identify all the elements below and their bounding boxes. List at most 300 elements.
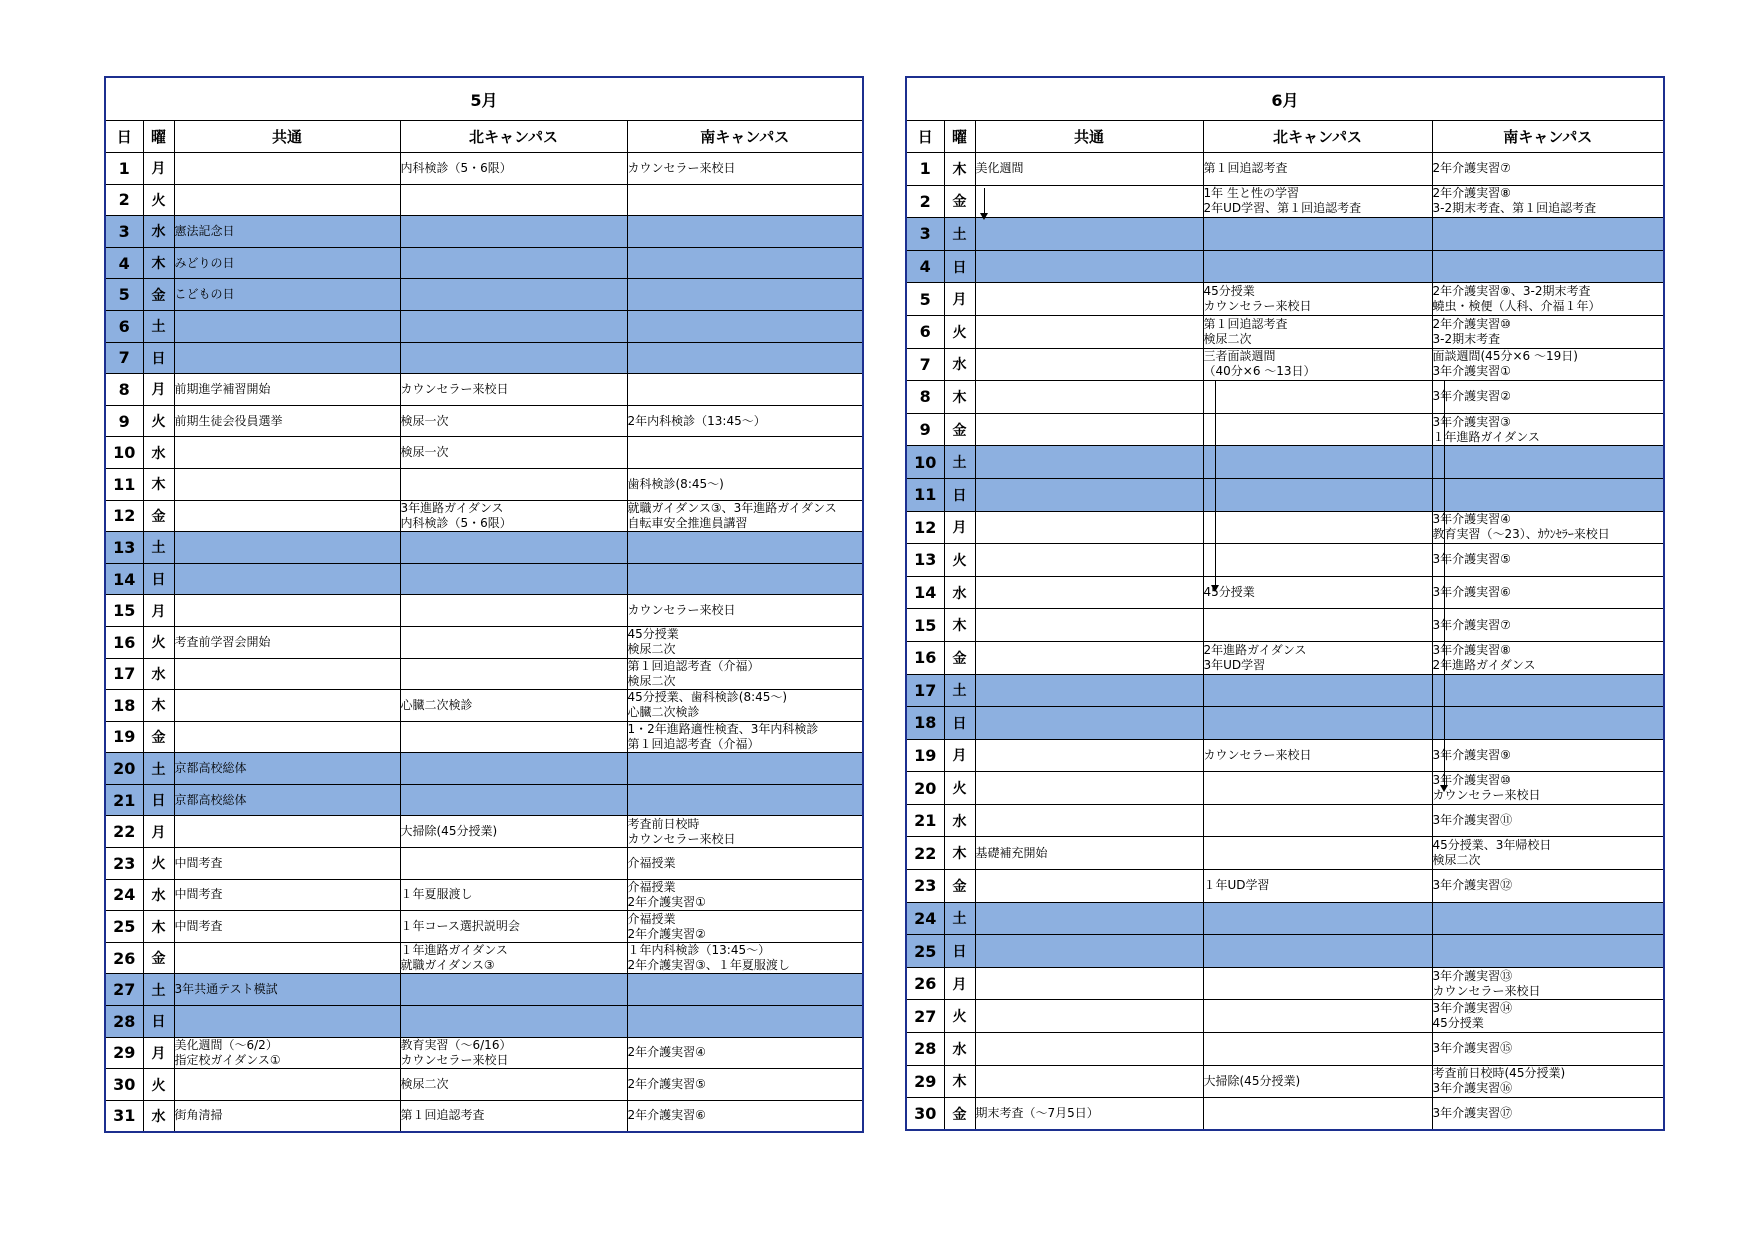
north-campus-event-cell <box>1203 772 1432 805</box>
day-number: 7 <box>906 348 944 381</box>
weekday-cell: 水 <box>143 879 174 911</box>
south-campus-header: 南キャンパス <box>1432 121 1664 153</box>
common-event-cell <box>975 544 1203 577</box>
north-campus-event-cell <box>1203 381 1432 414</box>
south-campus-event-cell: 1・2年進路適性検査、3年内科検診 第１回追認考査（介福） <box>627 721 863 753</box>
weekday-cell: 月 <box>944 739 975 772</box>
north-campus-event-cell <box>400 563 627 595</box>
north-campus-event-cell <box>1203 413 1432 446</box>
north-campus-event-cell: 検尿二次 <box>400 1069 627 1101</box>
south-campus-event-cell <box>1432 446 1664 479</box>
weekday-cell: 月 <box>143 374 174 406</box>
weekday-cell: 月 <box>944 283 975 316</box>
day-number: 3 <box>906 218 944 251</box>
south-campus-event-cell: カウンセラー来校日 <box>627 153 863 185</box>
common-event-cell: 考査前学習会開始 <box>174 626 400 658</box>
common-event-cell <box>975 1033 1203 1066</box>
day-number: 31 <box>105 1100 143 1132</box>
common-event-cell <box>975 381 1203 414</box>
north-campus-event-cell: カウンセラー来校日 <box>400 374 627 406</box>
south-campus-event-cell <box>627 784 863 816</box>
day-number: 13 <box>906 544 944 577</box>
weekday-cell: 金 <box>143 721 174 753</box>
weekday-cell: 月 <box>143 153 174 185</box>
day-row <box>906 739 1664 772</box>
common-event-cell <box>975 511 1203 544</box>
weekday-cell: 木 <box>944 1065 975 1098</box>
day-row <box>105 374 863 406</box>
north-campus-event-cell: 45分授業 カウンセラー来校日 <box>1203 283 1432 316</box>
weekday-cell: 水 <box>944 576 975 609</box>
day-row <box>906 967 1664 1000</box>
day-number: 18 <box>906 707 944 740</box>
day-number: 27 <box>906 1000 944 1033</box>
common-header: 共通 <box>174 121 400 153</box>
common-event-cell <box>975 804 1203 837</box>
day-row <box>906 1065 1664 1098</box>
day-number: 16 <box>105 626 143 658</box>
day-number: 9 <box>906 413 944 446</box>
day-row <box>906 381 1664 414</box>
weekday-cell: 日 <box>143 784 174 816</box>
common-event-cell <box>174 658 400 690</box>
north-campus-event-cell: カウンセラー来校日 <box>1203 739 1432 772</box>
day-row <box>105 468 863 500</box>
common-event-cell <box>975 772 1203 805</box>
south-campus-event-cell: 2年介護実習⑤ <box>627 1069 863 1101</box>
north-campus-event-cell: 第１回追認考査 <box>1203 153 1432 186</box>
north-campus-event-cell: 内科検診（5・6限） <box>400 153 627 185</box>
weekday-cell: 火 <box>944 544 975 577</box>
day-number: 27 <box>105 974 143 1006</box>
day-row <box>906 1098 1664 1131</box>
north-campus-event-cell <box>400 626 627 658</box>
south-campus-event-cell: 考査前日校時(45分授業) 3年介護実習⑯ <box>1432 1065 1664 1098</box>
south-campus-event-cell <box>1432 707 1664 740</box>
common-event-cell <box>975 413 1203 446</box>
day-row <box>105 974 863 1006</box>
weekday-cell: 土 <box>944 218 975 251</box>
day-number: 26 <box>906 967 944 1000</box>
weekday-cell: 土 <box>143 532 174 564</box>
day-number: 25 <box>906 935 944 968</box>
south-campus-header: 南キャンパス <box>627 121 863 153</box>
day-row <box>105 879 863 911</box>
common-event-cell <box>975 446 1203 479</box>
south-campus-event-cell: 第１回追認考査（介福） 検尿二次 <box>627 658 863 690</box>
north-campus-event-cell: １年進路ガイダンス 就職ガイダンス③ <box>400 942 627 974</box>
weekday-cell: 土 <box>944 674 975 707</box>
common-event-cell: 中間考査 <box>174 848 400 880</box>
weekday-cell: 木 <box>944 381 975 414</box>
north-campus-event-cell <box>400 310 627 342</box>
day-number: 16 <box>906 641 944 674</box>
weekday-cell: 水 <box>944 348 975 381</box>
month-title: 6月 <box>906 77 1664 121</box>
day-row <box>105 184 863 216</box>
common-event-cell <box>174 437 400 469</box>
day-number: 17 <box>105 658 143 690</box>
north-campus-event-cell <box>1203 446 1432 479</box>
day-number: 12 <box>906 511 944 544</box>
common-event-cell: 基礎補充開始 <box>975 837 1203 870</box>
day-row <box>906 348 1664 381</box>
day-row <box>105 437 863 469</box>
south-campus-event-cell <box>627 1006 863 1038</box>
day-number: 21 <box>105 784 143 816</box>
day-row <box>906 446 1664 479</box>
day-number: 6 <box>906 315 944 348</box>
day-number: 8 <box>105 374 143 406</box>
common-event-cell <box>174 1069 400 1101</box>
north-campus-event-cell: 1年 生と性の学習 2年UD学習、第１回追認考査 <box>1203 185 1432 218</box>
common-event-cell <box>174 310 400 342</box>
north-campus-event-cell <box>400 784 627 816</box>
weekday-cell: 木 <box>944 837 975 870</box>
south-campus-event-cell <box>627 184 863 216</box>
june-rows <box>906 153 1664 1131</box>
weekday-cell: 月 <box>143 595 174 627</box>
common-event-cell <box>975 478 1203 511</box>
weekday-cell: 土 <box>143 753 174 785</box>
common-event-cell <box>174 342 400 374</box>
north-campus-event-cell <box>400 658 627 690</box>
weekday-cell: 金 <box>944 641 975 674</box>
day-row <box>906 153 1664 186</box>
common-event-cell <box>975 250 1203 283</box>
weekday-cell: 火 <box>143 626 174 658</box>
weekday-cell: 月 <box>143 1037 174 1069</box>
day-row <box>906 413 1664 446</box>
day-row <box>906 315 1664 348</box>
day-row <box>906 478 1664 511</box>
north-campus-event-cell <box>400 247 627 279</box>
weekday-cell: 火 <box>143 184 174 216</box>
north-campus-event-cell <box>400 532 627 564</box>
south-campus-event-cell <box>627 563 863 595</box>
day-row <box>906 544 1664 577</box>
common-event-cell <box>975 576 1203 609</box>
south-campus-event-cell: 3年介護実習⑦ <box>1432 609 1664 642</box>
day-number: 23 <box>105 848 143 880</box>
south-campus-event-cell: 3年介護実習⑪ <box>1432 804 1664 837</box>
south-campus-event-cell <box>1432 218 1664 251</box>
continuation-arrow <box>1444 380 1445 790</box>
north-campus-event-cell <box>1203 250 1432 283</box>
day-row <box>105 405 863 437</box>
south-campus-event-cell: 3年介護実習④ 教育実習（～23）、ｶｳﾝｾﾗｰ来校日 <box>1432 511 1664 544</box>
common-event-cell <box>975 870 1203 903</box>
weekday-header: 曜 <box>143 121 174 153</box>
day-number: 14 <box>906 576 944 609</box>
weekday-cell: 木 <box>143 690 174 722</box>
weekday-cell: 木 <box>143 247 174 279</box>
common-event-cell <box>975 609 1203 642</box>
day-row <box>906 935 1664 968</box>
day-row <box>105 563 863 595</box>
south-campus-event-cell: 歯科検診(8:45～) <box>627 468 863 500</box>
north-campus-event-cell: 検尿一次 <box>400 437 627 469</box>
north-campus-event-cell <box>1203 218 1432 251</box>
north-campus-header: 北キャンパス <box>400 121 627 153</box>
weekday-cell: 月 <box>143 816 174 848</box>
day-number: 20 <box>105 753 143 785</box>
day-header: 日 <box>105 121 143 153</box>
south-campus-event-cell: 3年介護実習⑭ 45分授業 <box>1432 1000 1664 1033</box>
south-campus-event-cell: 45分授業、3年帰校日 検尿二次 <box>1432 837 1664 870</box>
day-number: 5 <box>105 279 143 311</box>
day-row <box>906 837 1664 870</box>
south-campus-event-cell <box>627 532 863 564</box>
south-campus-event-cell: 3年介護実習⑫ <box>1432 870 1664 903</box>
day-number: 6 <box>105 310 143 342</box>
common-event-cell <box>174 1006 400 1038</box>
may-rows <box>105 153 863 1132</box>
day-number: 1 <box>105 153 143 185</box>
day-number: 19 <box>105 721 143 753</box>
north-campus-event-cell <box>1203 837 1432 870</box>
day-number: 11 <box>906 478 944 511</box>
day-number: 4 <box>105 247 143 279</box>
weekday-cell: 日 <box>944 707 975 740</box>
south-campus-event-cell: 45分授業、歯科検診(8:45～) 心臓二次検診 <box>627 690 863 722</box>
day-number: 10 <box>906 446 944 479</box>
day-number: 30 <box>105 1069 143 1101</box>
south-campus-event-cell: 3年介護実習⑨ <box>1432 739 1664 772</box>
south-campus-event-cell: 2年介護実習⑥ <box>627 1100 863 1132</box>
south-campus-event-cell <box>1432 250 1664 283</box>
weekday-cell: 土 <box>143 310 174 342</box>
day-number: 19 <box>906 739 944 772</box>
weekday-cell: 火 <box>143 1069 174 1101</box>
north-campus-event-cell: 教育実習（～6/16） カウンセラー来校日 <box>400 1037 627 1069</box>
day-number: 24 <box>105 879 143 911</box>
common-event-cell: 前期生徒会役員選挙 <box>174 405 400 437</box>
day-number: 14 <box>105 563 143 595</box>
continuation-arrow <box>1215 380 1216 590</box>
day-number: 26 <box>105 942 143 974</box>
north-campus-event-cell <box>400 342 627 374</box>
day-number: 10 <box>105 437 143 469</box>
day-number: 22 <box>105 816 143 848</box>
day-number: 28 <box>105 1006 143 1038</box>
north-campus-event-cell: 大掃除(45分授業) <box>400 816 627 848</box>
common-event-cell <box>174 942 400 974</box>
common-event-cell <box>174 532 400 564</box>
weekday-cell: 金 <box>143 500 174 532</box>
day-row <box>105 532 863 564</box>
north-campus-event-cell: 大掃除(45分授業) <box>1203 1065 1432 1098</box>
weekday-cell: 木 <box>944 153 975 186</box>
north-campus-event-cell <box>400 721 627 753</box>
south-campus-event-cell <box>1432 674 1664 707</box>
south-campus-event-cell: 2年介護実習⑨、3-2期末考査 蟯虫・検便（人科、介福１年） <box>1432 283 1664 316</box>
day-number: 28 <box>906 1033 944 1066</box>
south-campus-event-cell: 2年介護実習⑦ <box>1432 153 1664 186</box>
day-row <box>906 641 1664 674</box>
day-number: 2 <box>105 184 143 216</box>
north-campus-event-cell: 三者面談週間 （40分×6 ～13日） <box>1203 348 1432 381</box>
south-campus-event-cell: 3年介護実習③ １年進路ガイダンス <box>1432 413 1664 446</box>
south-campus-event-cell: 介福授業 2年介護実習① <box>627 879 863 911</box>
north-campus-event-cell: 第１回追認考査 検尿二次 <box>1203 315 1432 348</box>
weekday-cell: 日 <box>944 478 975 511</box>
common-event-cell <box>975 641 1203 674</box>
month-title: 5月 <box>105 77 863 121</box>
common-event-cell: 中間考査 <box>174 879 400 911</box>
common-event-cell <box>975 935 1203 968</box>
day-number: 13 <box>105 532 143 564</box>
north-campus-event-cell: １年UD学習 <box>1203 870 1432 903</box>
day-row <box>105 942 863 974</box>
day-number: 22 <box>906 837 944 870</box>
south-campus-event-cell: 3年介護実習⑮ <box>1432 1033 1664 1066</box>
south-campus-event-cell: 3年介護実習⑥ <box>1432 576 1664 609</box>
south-campus-event-cell <box>627 374 863 406</box>
weekday-cell: 木 <box>944 609 975 642</box>
weekday-cell: 日 <box>944 250 975 283</box>
day-row <box>906 772 1664 805</box>
common-event-cell <box>174 153 400 185</box>
south-campus-event-cell: 3年介護実習⑰ <box>1432 1098 1664 1131</box>
common-event-cell <box>174 468 400 500</box>
common-event-cell <box>975 315 1203 348</box>
weekday-cell: 土 <box>143 974 174 1006</box>
day-row <box>105 310 863 342</box>
south-campus-event-cell <box>627 974 863 1006</box>
day-number: 24 <box>906 902 944 935</box>
south-campus-event-cell: 2年内科検診（13:45～） <box>627 405 863 437</box>
day-number: 20 <box>906 772 944 805</box>
day-row <box>105 247 863 279</box>
south-campus-event-cell <box>1432 935 1664 968</box>
day-number: 21 <box>906 804 944 837</box>
north-campus-event-cell: １年コース選択説明会 <box>400 911 627 943</box>
common-event-cell <box>174 690 400 722</box>
north-campus-event-cell <box>1203 1033 1432 1066</box>
common-event-cell: 街角清掃 <box>174 1100 400 1132</box>
north-campus-event-cell: 検尿一次 <box>400 405 627 437</box>
day-number: 1 <box>906 153 944 186</box>
common-event-cell <box>975 707 1203 740</box>
weekday-cell: 木 <box>143 911 174 943</box>
weekday-cell: 水 <box>944 804 975 837</box>
south-campus-event-cell <box>627 216 863 248</box>
day-number: 8 <box>906 381 944 414</box>
day-row <box>906 674 1664 707</box>
day-row <box>906 1000 1664 1033</box>
south-campus-event-cell <box>627 342 863 374</box>
north-campus-event-cell: 2年進路ガイダンス 3年UD学習 <box>1203 641 1432 674</box>
weekday-cell: 金 <box>944 870 975 903</box>
north-campus-event-cell <box>1203 609 1432 642</box>
weekday-cell: 火 <box>944 315 975 348</box>
common-event-cell <box>975 283 1203 316</box>
may-calendar-table <box>104 76 864 1133</box>
south-campus-event-cell: カウンセラー来校日 <box>627 595 863 627</box>
common-event-cell: 中間考査 <box>174 911 400 943</box>
north-campus-event-cell <box>1203 674 1432 707</box>
weekday-cell: 水 <box>143 658 174 690</box>
weekday-cell: 金 <box>944 1098 975 1131</box>
common-event-cell <box>174 500 400 532</box>
south-campus-event-cell: １年内科検診（13:45～） 2年介護実習③、１年夏服渡し <box>627 942 863 974</box>
common-event-cell: 美化週間（～6/2） 指定校ガイダンス① <box>174 1037 400 1069</box>
south-campus-event-cell: 3年介護実習⑧ 2年進路ガイダンス <box>1432 641 1664 674</box>
common-event-cell: 期末考査（～7月5日） <box>975 1098 1203 1131</box>
weekday-cell: 水 <box>143 216 174 248</box>
day-number: 12 <box>105 500 143 532</box>
day-row <box>906 609 1664 642</box>
south-campus-event-cell <box>627 279 863 311</box>
common-event-cell <box>975 674 1203 707</box>
weekday-cell: 土 <box>944 446 975 479</box>
day-row <box>105 816 863 848</box>
day-row <box>906 511 1664 544</box>
north-campus-event-cell <box>1203 967 1432 1000</box>
north-campus-event-cell: 45分授業 <box>1203 576 1432 609</box>
north-campus-event-cell <box>400 184 627 216</box>
day-row <box>105 216 863 248</box>
common-event-cell <box>174 721 400 753</box>
common-event-cell <box>975 902 1203 935</box>
south-campus-event-cell <box>627 753 863 785</box>
south-campus-event-cell: 3年介護実習⑩ カウンセラー来校日 <box>1432 772 1664 805</box>
north-campus-event-cell <box>1203 1000 1432 1033</box>
south-campus-event-cell: 就職ガイダンス③、3年進路ガイダンス 自転車安全推進員講習 <box>627 500 863 532</box>
weekday-cell: 木 <box>143 468 174 500</box>
weekday-cell: 水 <box>143 437 174 469</box>
day-number: 17 <box>906 674 944 707</box>
common-event-cell: 美化週間 <box>975 153 1203 186</box>
north-campus-event-cell <box>400 753 627 785</box>
day-number: 25 <box>105 911 143 943</box>
day-row <box>906 250 1664 283</box>
weekday-header: 曜 <box>944 121 975 153</box>
north-campus-event-cell <box>1203 478 1432 511</box>
day-row <box>906 283 1664 316</box>
day-row <box>105 342 863 374</box>
day-row <box>105 1100 863 1132</box>
common-event-cell: こどもの日 <box>174 279 400 311</box>
weekday-cell: 火 <box>944 772 975 805</box>
weekday-cell: 水 <box>143 1100 174 1132</box>
weekday-cell: 月 <box>944 967 975 1000</box>
common-event-cell <box>975 967 1203 1000</box>
south-campus-event-cell: 45分授業 検尿二次 <box>627 626 863 658</box>
common-event-cell: 京都高校総体 <box>174 753 400 785</box>
day-number: 23 <box>906 870 944 903</box>
day-row <box>105 153 863 185</box>
day-row <box>906 804 1664 837</box>
south-campus-event-cell: 3年介護実習② <box>1432 381 1664 414</box>
north-campus-header: 北キャンパス <box>1203 121 1432 153</box>
common-event-cell: 前期進学補習開始 <box>174 374 400 406</box>
weekday-cell: 火 <box>944 1000 975 1033</box>
day-row <box>105 784 863 816</box>
day-row <box>105 279 863 311</box>
north-campus-event-cell <box>400 279 627 311</box>
north-campus-event-cell: 3年進路ガイダンス 内科検診（5・6限） <box>400 500 627 532</box>
weekday-cell: 水 <box>944 1033 975 1066</box>
common-event-cell <box>174 816 400 848</box>
weekday-cell: 火 <box>143 405 174 437</box>
south-campus-event-cell: 3年介護実習⑤ <box>1432 544 1664 577</box>
north-campus-event-cell: １年夏服渡し <box>400 879 627 911</box>
north-campus-event-cell <box>1203 544 1432 577</box>
common-event-cell <box>174 563 400 595</box>
weekday-cell: 金 <box>143 279 174 311</box>
